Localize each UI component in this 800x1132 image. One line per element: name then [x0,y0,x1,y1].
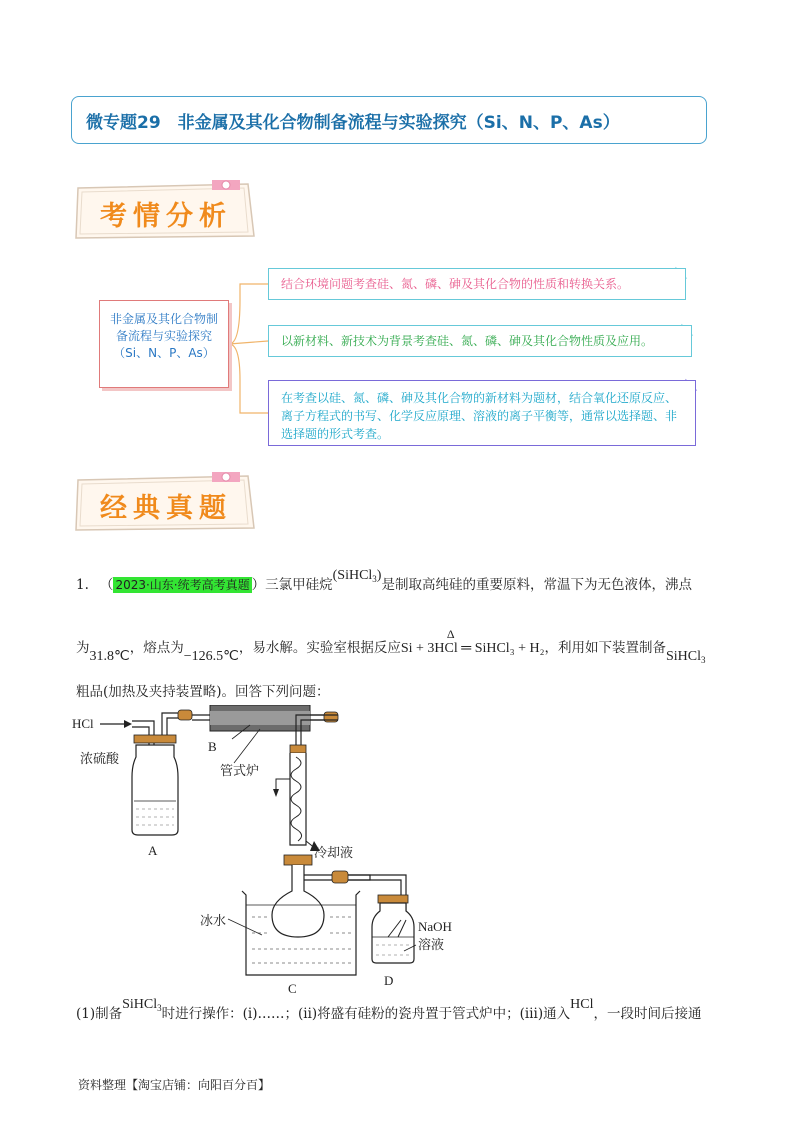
label-ice-water: 冰水 [200,913,227,928]
condenser [290,753,306,845]
source-tag: 2023·山东·统考高考真题 [115,578,250,592]
mindmap-branch-2: 以新材料、新技术为背景考查硅、氮、磷、砷及其化合物性质及应用。 [268,325,692,357]
exam-banner-label: 经典真题 [100,493,232,524]
stopper-a [134,735,176,743]
label-solution: 溶液 [418,937,445,952]
question-number: 1. [76,577,89,593]
label-acid: 浓硫酸 [80,751,120,766]
bottle-a [132,745,178,835]
analysis-banner-label: 考情分析 [100,201,232,232]
question-text: 是制取高纯硅的重要原料，常温下为无色液体，沸点 [381,577,692,593]
boiling-point: 31.8℃ [89,649,130,664]
page-title: 微专题29 非金属及其化合物制备流程与实验探究（Si、N、P、As） [71,96,707,144]
question-line-2: 为31.8℃，熔点为−126.5℃，易水解。实验室根据反应 Δ Si + 3HCl ═ SiHCl₃ + H₂，利用如下装置制备SiHCl$_3$ [76,627,706,665]
formula-hcl: HCl [570,997,594,1012]
exam-banner [72,472,258,534]
melting-point: −126.5℃ [183,649,239,664]
mindmap-branch-3: 在考查以硅、氮、磷、砷及其化合物的新材料为题材，结合氧化还原反应、离子方程式的书写、化学反应原理、溶液的离子平衡等，通常以选择题、非选择题的形式考查。 [268,380,696,446]
label-c: C [288,981,297,995]
reaction-equation: Δ Si + 3HCl ═ SiHCl₃ + H₂ [400,627,545,656]
reaction-condition: Δ [446,627,455,641]
mindmap-center: 非金属及其化合物制备流程与实验探究（Si、N、P、As） [99,300,229,388]
question-text: ，易水解。实验室根据反应 [238,640,401,656]
label-b: B [208,739,217,754]
flask-c [272,865,324,937]
question-text: 为 [76,640,90,656]
question-line-3: 粗品(加热及夹持装置略)。回答下列问题： [76,684,330,700]
label-hcl: HCl [72,716,94,731]
footer-text: 资料整理【淘宝店铺：向阳百分百】 [78,1078,271,1092]
sub-question-1: (1)制备SiHCl$_3$时进行操作：(ⅰ)……；(ⅱ)将盛有硅粉的瓷舟置于管式炉中；(ⅲ)通入HCl，一段时间后接通 [76,997,702,1022]
apparatus-diagram [70,705,470,995]
question-text: ，利用如下装置制备 [544,640,666,656]
question-text: 三氯甲硅烷 [265,577,333,593]
formula-sihcl3: SiHCl [337,568,373,583]
label-a: A [148,843,158,858]
label-d: D [384,973,394,988]
label-naoh: NaOH [418,919,452,934]
label-coolant: 冷却液 [314,845,354,860]
label-furnace: 管式炉 [220,763,260,778]
bottle-d [372,903,414,963]
question-line-1: 1. （ 2023·山东·统考高考真题 ）三氯甲硅烷(SiHCl$_3$)是制取高纯硅的重要原料，常温下为无色液体，沸点 [76,568,692,593]
question-text: ，熔点为 [129,640,184,656]
mindmap-branch-1: 结合环境问题考查硅、氮、磷、砷及其化合物的性质和转换关系。 [268,268,686,300]
